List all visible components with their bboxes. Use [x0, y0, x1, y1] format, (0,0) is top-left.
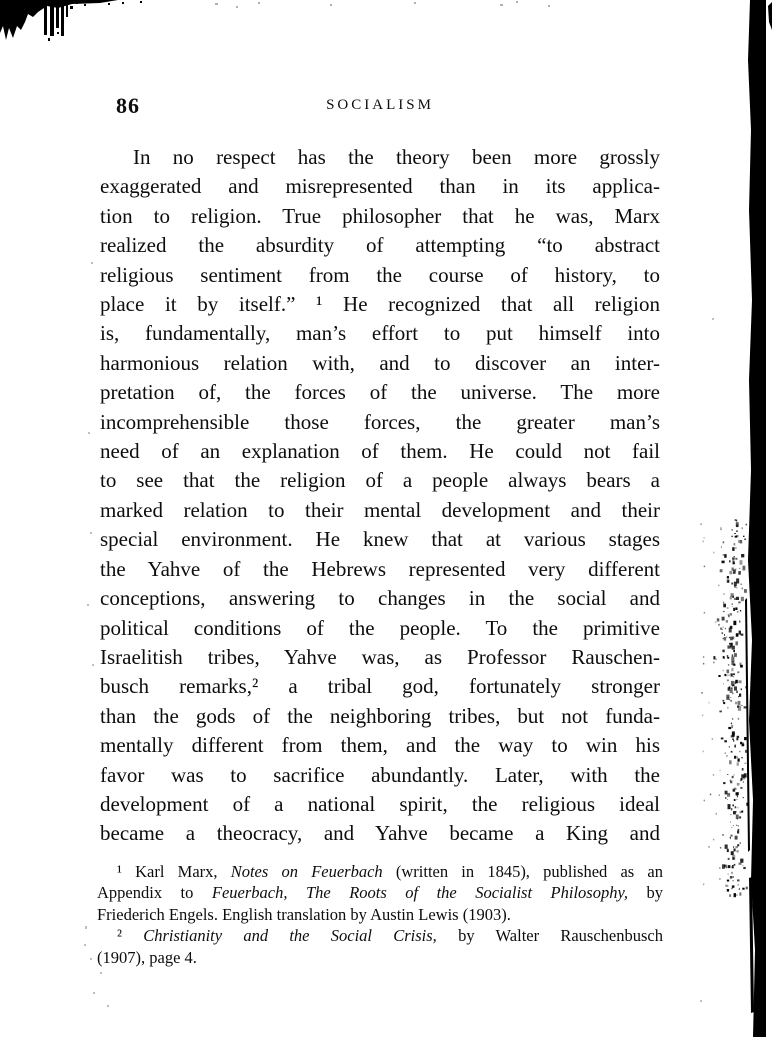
text-line: harmonious relation with, and to discover an inter- [100, 350, 660, 375]
text-line: became a theocracy, and Yahve became a King and [100, 821, 660, 846]
footnote-line [97, 882, 663, 903]
scan-artifact-right-gutter [745, 0, 772, 1037]
text-line: political conditions of the people. To the primitive [100, 615, 660, 640]
footnotes [97, 861, 663, 968]
page-header [100, 93, 660, 119]
footnote-text: (1907), page 4. [97, 947, 197, 967]
footnote-text: by Walter Rauschenbusch [436, 926, 663, 946]
text-line: In no respect has the theory been more grossly [133, 145, 660, 169]
footnote-text: Appendix to [97, 883, 212, 903]
text-line: realized the absurdity of attempting “to abstract [100, 233, 660, 258]
footnote-line [97, 861, 663, 882]
running-head: SOCIALISM [326, 97, 434, 113]
text-line: mentally different from them, and the way to win his [100, 733, 660, 758]
page-number: 86 [116, 93, 140, 118]
footnote-line [97, 925, 663, 946]
text-line: is, fundamentally, man’s effort to put himself into [100, 321, 660, 346]
text-line: need of an explanation of them. He could not fail [100, 439, 660, 464]
footnote-title-italic: Feuerbach, The Roots of the Socialist Philosophy, [211, 883, 629, 903]
text-line: development of a national spirit, the religious ideal [100, 791, 660, 816]
text-line: exaggerated and misrepresented than in its applica- [100, 174, 660, 199]
footnote-text: Friederich Engels. English translation by Austin Lewis (1903). [97, 904, 511, 924]
footnote-title-italic: Notes on Feuerbach [230, 862, 383, 881]
text-line: special environment. He knew that at various stages [100, 527, 660, 552]
text-line: Israelitish tribes, Yahve was, as Professor Rauschen- [100, 644, 660, 669]
footnote-text: by [628, 883, 663, 903]
text-line: to see that the religion of a people always bears a [100, 468, 660, 493]
scan-dust-top [215, 1, 550, 8]
text-line: conceptions, answering to changes in the social and [100, 586, 660, 611]
footnote-text: ¹ Karl Marx, [117, 862, 231, 881]
footnote-line [97, 947, 663, 968]
footnote-text: ² [117, 926, 144, 946]
footnote-line [97, 904, 663, 925]
text-line: than the gods of the neighboring tribes, but not funda- [100, 703, 660, 728]
text-line: tion to religion. True philosopher that he was, Marx [100, 203, 660, 228]
text-line: marked relation to their mental development and their [100, 497, 660, 522]
text-line: incomprehensible those forces, the greater man’s [100, 409, 660, 434]
footnote-title-italic: Christianity and the Social Crisis, [143, 926, 437, 946]
text-line: favor was to sacrifice abundantly. Later, with the [100, 762, 660, 787]
scan-artifact-top-left-smudge [0, 0, 142, 41]
footnote-text: (written in 1845), published as an [382, 862, 663, 881]
text-line: pretation of, the forces of the universe. The more [100, 380, 660, 405]
paragraph [100, 143, 660, 849]
scan-artifact-smudge-band [700, 519, 748, 897]
text-line: the Yahve of the Hebrews represented very different [100, 556, 660, 581]
text-line: place it by itself.” ¹ He recognized that all religion [100, 292, 660, 317]
text-line: busch remarks,² a tribal god, fortunately stronger [100, 674, 660, 699]
text-line: religious sentiment from the course of history, to [100, 262, 660, 287]
